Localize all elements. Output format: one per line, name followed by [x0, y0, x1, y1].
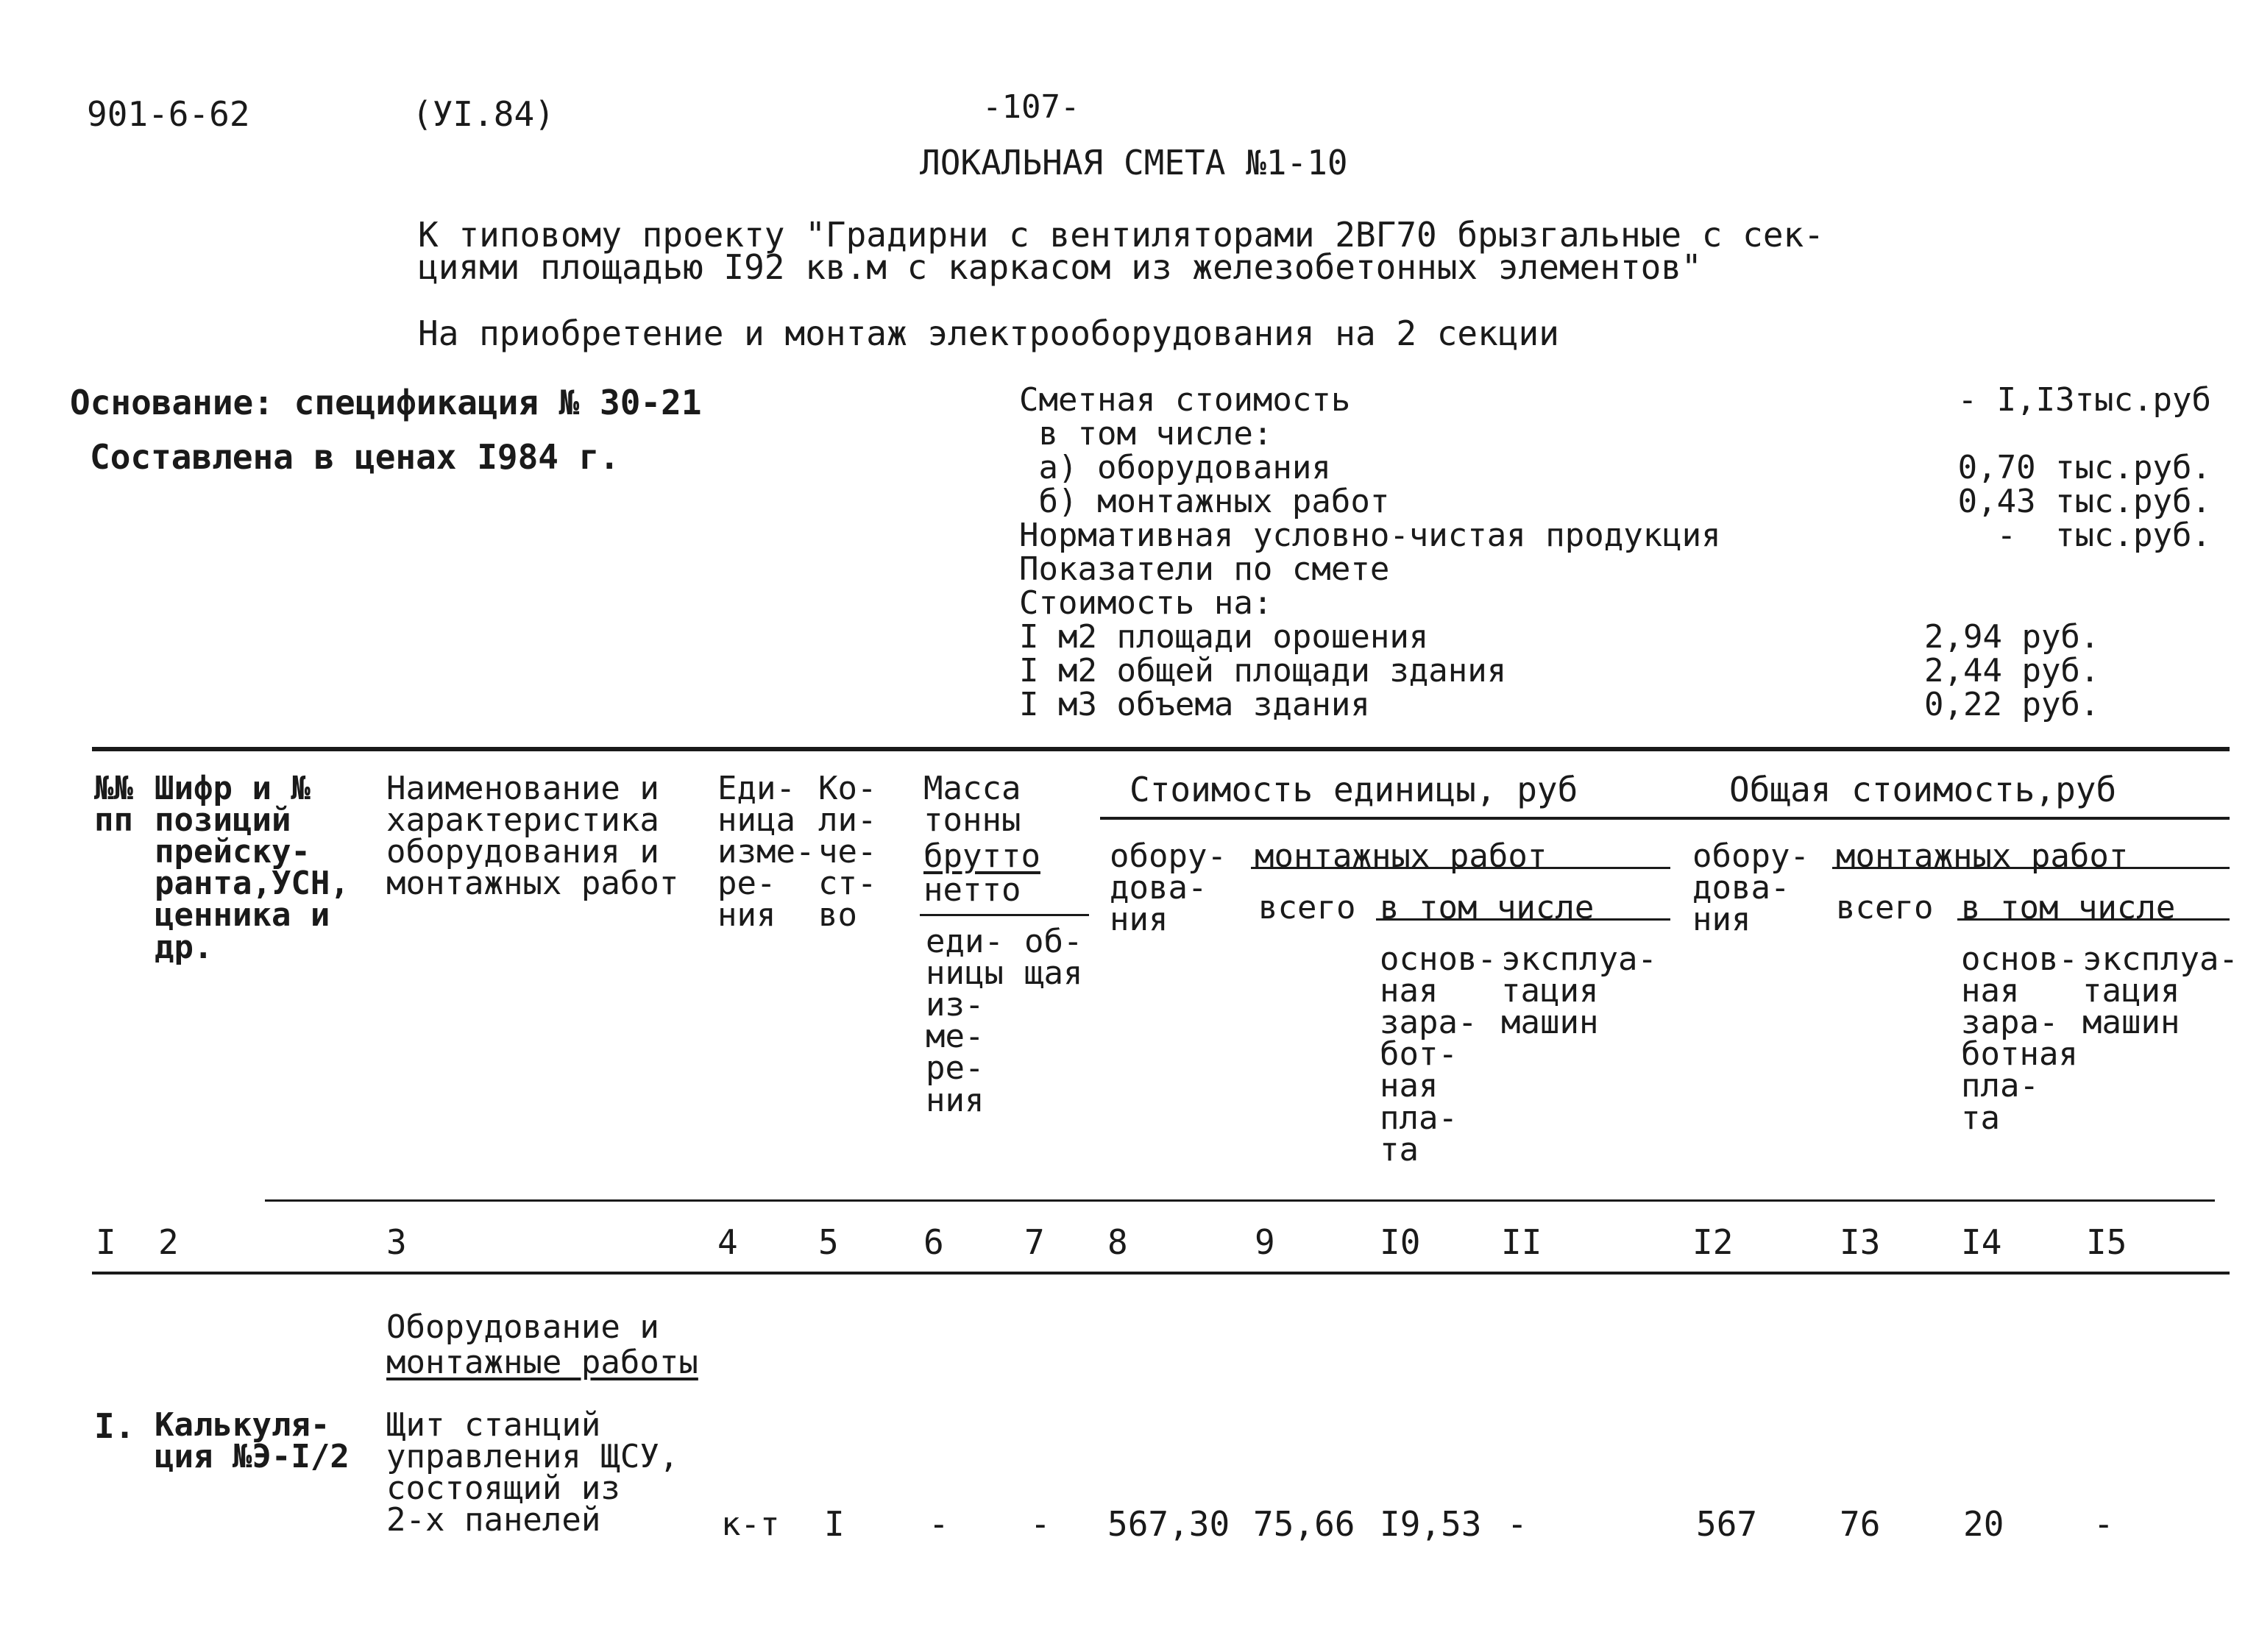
col-number: I2 [1692, 1222, 1734, 1262]
summary-block [1019, 381, 2211, 723]
row-equip-total: 567 [1696, 1504, 1758, 1544]
summary-label: а) оборудования [1019, 449, 1331, 486]
project-purpose: На приобретение и монтаж электрооборудования на 2 секции [418, 313, 1559, 353]
header-mont-unit: монтажных работ [1255, 837, 1547, 875]
row-num: I. [94, 1406, 135, 1446]
header-name: Наименование и характеристика оборудования и монтажных работ [386, 770, 679, 903]
summary-value: 2,44 руб. [1924, 652, 2100, 689]
col-number: 9 [1255, 1222, 1275, 1262]
row-mass-total: - [1030, 1504, 1051, 1544]
col-number: 6 [923, 1222, 944, 1262]
header-mach-total: эксплуа- тация машин [2082, 940, 2238, 1042]
summary-row [1019, 483, 2211, 520]
col-number: 8 [1107, 1222, 1128, 1262]
header-mass-total: об- щая [1024, 923, 1083, 993]
row-mont-total: 76 [1840, 1504, 1881, 1544]
document-title: ЛОКАЛЬНАЯ СМЕТА №1-10 [920, 143, 1348, 182]
summary-value: 0,70 тыс.руб. [1957, 449, 2211, 486]
col-number: 4 [717, 1222, 738, 1262]
col-number: 3 [386, 1222, 407, 1262]
row-mach-total: - [2093, 1504, 2114, 1544]
row-qty: I [824, 1504, 845, 1544]
header-code: Шифр и № позиций прейску- ранта,УСН, ценника и др. [155, 770, 350, 966]
cost-group-rule [1100, 817, 2230, 820]
summary-label: в том числе: [1019, 415, 1273, 453]
summary-label: I м3 объема здания [1019, 686, 1370, 723]
col-number: 2 [158, 1222, 179, 1262]
section-title: Оборудование и [386, 1308, 659, 1346]
summary-value: 0,22 руб. [1924, 686, 2100, 723]
section-title-2: монтажные работы [386, 1344, 698, 1381]
row-name: Щит станций управления ЩСУ, состоящий из 2-х панелей [386, 1406, 679, 1539]
row-mont-unit: 75,66 [1253, 1504, 1355, 1544]
row-wage-unit: I9,53 [1380, 1504, 1482, 1544]
row-mass-unit: - [929, 1504, 949, 1544]
summary-label: Сметная стоимость [1019, 381, 1351, 419]
summary-row [1019, 381, 2211, 419]
header-vsego-total: всего [1836, 889, 1934, 926]
basis-prices: Составлена в ценах I984 г. [90, 437, 620, 477]
row-equip-unit: 567,30 [1107, 1504, 1230, 1544]
table-top-rule [92, 747, 2230, 751]
header-wage-unit: основ- ная зара- бот- ная пла- та [1380, 940, 1497, 1169]
summary-row [1019, 584, 2211, 622]
basis-spec: Основание: спецификация № 30-21 [70, 383, 702, 422]
summary-value: 0,43 тыс.руб. [1957, 483, 2211, 520]
header-equip-total: обору- дова- ния [1692, 837, 1809, 939]
summary-label: I м2 площади орошения [1019, 618, 1429, 656]
header-vtom-unit: в том числе [1380, 889, 1595, 926]
project-line-1: К типовому проекту "Градирни с вентиляторами 2ВГ70 брызгальные с сек- [418, 215, 1824, 255]
document-code: 901-6-62 [87, 94, 250, 134]
summary-label: Нормативная условно-чистая продукция [1019, 517, 1721, 554]
summary-value: 2,94 руб. [1924, 618, 2100, 656]
header-wage-total: основ- ная зара- ботная пла- та [1961, 940, 2078, 1137]
summary-row [1019, 517, 2211, 554]
col-number: I [96, 1222, 116, 1262]
summary-label: Показатели по смете [1019, 550, 1390, 588]
header-total-cost: Общая стоимость,руб [1729, 770, 2117, 809]
summary-label: б) монтажных работ [1019, 483, 1390, 520]
row-wage-total: 20 [1963, 1504, 2004, 1544]
summary-row [1019, 550, 2211, 588]
project-line-2: циями площадью I92 кв.м с каркасом из железобетонных элементов" [418, 247, 1702, 287]
summary-row [1019, 449, 2211, 486]
netto-rule [920, 914, 1089, 916]
header-num: №№ пп [94, 770, 133, 840]
col-number: I3 [1840, 1222, 1881, 1262]
page-number: -107- [982, 88, 1080, 126]
col-number: I0 [1380, 1222, 1421, 1262]
col-number: 7 [1024, 1222, 1045, 1262]
summary-label: Стоимость на: [1019, 584, 1273, 622]
col-number: 5 [818, 1222, 839, 1262]
header-unit-cost: Стоимость единицы, руб [1130, 770, 1578, 809]
col-numbers-rule [92, 1272, 2230, 1275]
header-netto: нетто [923, 871, 1021, 909]
summary-row [1019, 652, 2211, 689]
header-unit: Еди- ница изме- ре- ния [717, 770, 815, 935]
header-vtom-total: в том числе [1961, 889, 2176, 926]
header-vsego-unit: всего [1258, 889, 1356, 926]
header-brutto: брутто [923, 837, 1040, 875]
col-number: I5 [2086, 1222, 2127, 1262]
header-equip-unit: обору- дова- ния [1110, 837, 1227, 939]
header-mont-total: монтажных работ [1836, 837, 2129, 875]
col-number: II [1501, 1222, 1542, 1262]
row-mach-unit: - [1507, 1504, 1528, 1544]
header-bottom-rule [265, 1199, 2215, 1202]
header-mass-unit: еди- ницы из- ме- ре- ния [926, 923, 1004, 1119]
header-qty: Ко- ли- че- ст- во [818, 770, 877, 935]
summary-value: - I,I3тыс.руб [1957, 381, 2211, 419]
header-mass: Масса тонны [923, 770, 1021, 840]
header-mach-unit: эксплуа- тация машин [1501, 940, 1657, 1042]
summary-row [1019, 686, 2211, 723]
edition-code: (УI.84) [412, 94, 555, 134]
col-number: I4 [1961, 1222, 2002, 1262]
row-unit: к-т [721, 1506, 780, 1543]
summary-label: I м2 общей площади здания [1019, 652, 1507, 689]
summary-row [1019, 618, 2211, 656]
summary-row [1019, 415, 2211, 453]
summary-value: - тыс.руб. [1957, 517, 2211, 554]
row-code: Калькуля- ция №Э-I/2 [155, 1406, 350, 1476]
